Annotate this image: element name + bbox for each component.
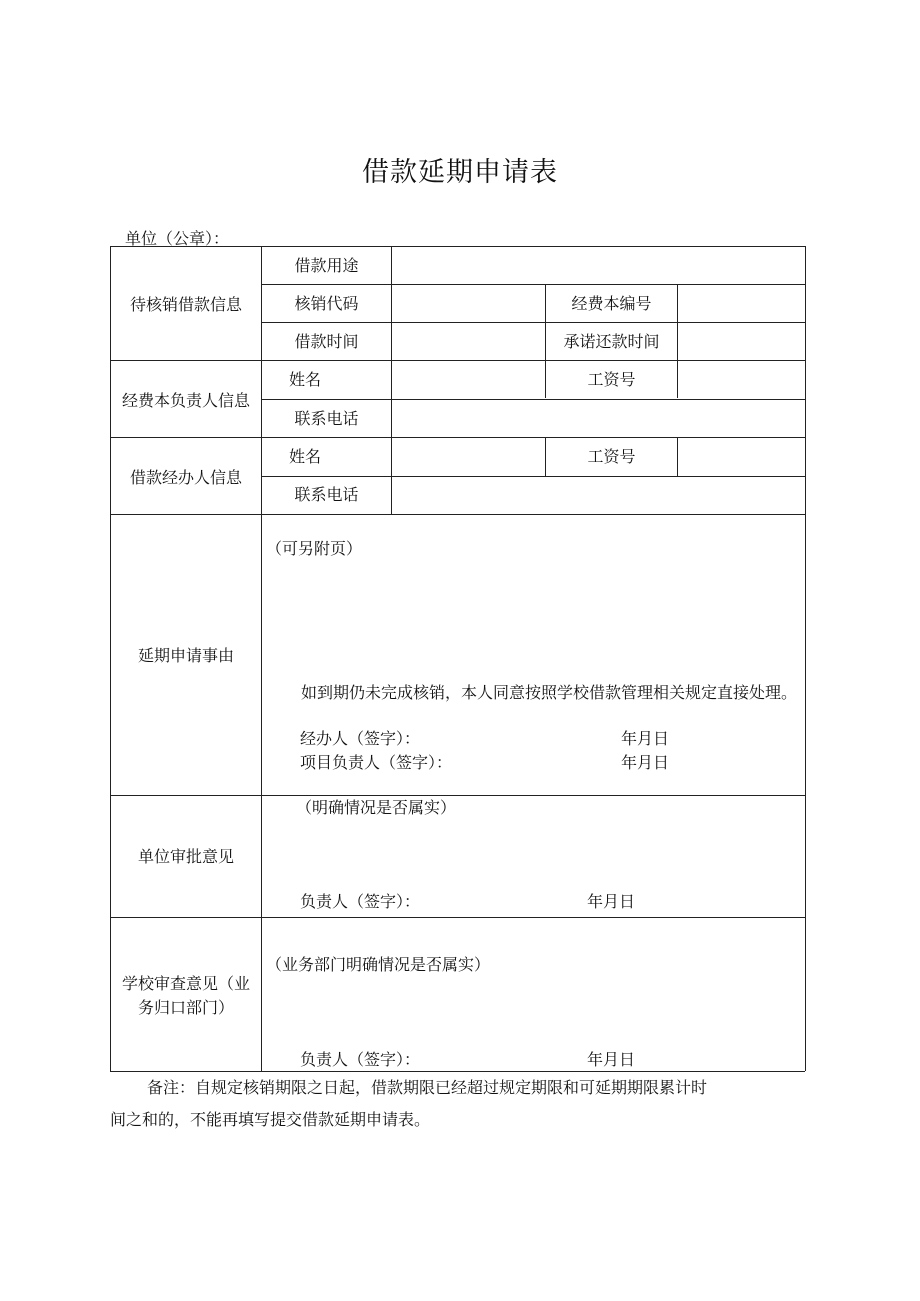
fund-owner-salary-number-field[interactable] [678,361,804,398]
remark-note-line1: 备注：自规定核销期限之日起，借款期限已经超过规定期限和可延期期限累计时 [147,1078,708,1097]
reason-hint: （可另附页） [266,539,363,558]
extension-reason-field[interactable] [262,560,804,675]
school-review-date: 年月日 [587,1050,636,1069]
handler-signature-label: 经办人（签字）： [300,729,421,748]
handler-name-label: 姓名 [289,447,322,466]
handler-section-label: 借款经办人信息 [129,468,242,487]
handler-signature-date: 年月日 [621,729,670,748]
fund-owner-salary-number-label: 工资号 [587,370,636,389]
fund-owner-phone-label: 联系电话 [294,409,359,428]
unit-approval-hint: （明确情况是否属实） [296,798,457,817]
school-review-opinion-field[interactable] [262,978,804,1043]
loan-info-section-label: 待核销借款信息 [129,295,242,314]
loan-purpose-label: 借款用途 [294,256,359,275]
unit-approval-date: 年月日 [587,892,636,911]
school-review-hint: （业务部门明确情况是否属实） [266,955,491,974]
fund-owner-phone-field[interactable] [392,400,804,436]
remark-note-line2: 间之和的，不能再填写提交借款延期申请表。 [110,1110,431,1129]
handler-salary-number-field[interactable] [678,438,804,475]
remark-note [110,1072,770,1136]
unit-stamp-label: 单位（公章）： [125,229,230,248]
unit-approval-signature-label: 负责人（签字）： [300,892,421,911]
commitment-statement: 如到期仍未完成核销，本人同意按照学校借款管理相关规定直接处理。 [301,683,798,702]
handler-salary-number-label: 工资号 [587,447,636,466]
unit-approval-section-label: 单位审批意见 [137,847,234,866]
page-title: 借款延期申请表 [362,157,558,188]
handler-phone-label: 联系电话 [294,485,359,504]
fund-owner-name-label: 姓名 [289,370,322,389]
loan-time-label: 借款时间 [294,332,359,351]
fund-owner-name-field[interactable] [392,361,544,398]
school-review-section-label-line2: 务归口部门） [137,998,234,1017]
fund-owner-section-label: 经费本负责人信息 [121,391,250,410]
write-off-code-label: 核销代码 [294,294,359,313]
unit-approval-opinion-field[interactable] [262,820,804,888]
handler-phone-field[interactable] [392,477,804,513]
promised-repay-time-label: 承诺还款时间 [563,332,660,351]
school-review-signature-label: 负责人（签字）： [300,1050,421,1069]
promised-repay-time-field[interactable] [678,323,804,359]
loan-purpose-field[interactable] [392,247,804,283]
school-review-section-label-line1: 学校审查意见（业 [121,974,250,993]
write-off-code-field[interactable] [392,285,544,321]
extension-reason-section-label: 延期申请事由 [137,646,234,665]
handler-name-field[interactable] [392,438,544,475]
project-leader-signature-date: 年月日 [621,753,670,772]
project-leader-signature-label: 项目负责人（签字）： [300,753,453,772]
fund-book-number-label: 经费本编号 [571,294,652,313]
loan-time-field[interactable] [392,323,544,359]
fund-book-number-field[interactable] [678,285,804,321]
